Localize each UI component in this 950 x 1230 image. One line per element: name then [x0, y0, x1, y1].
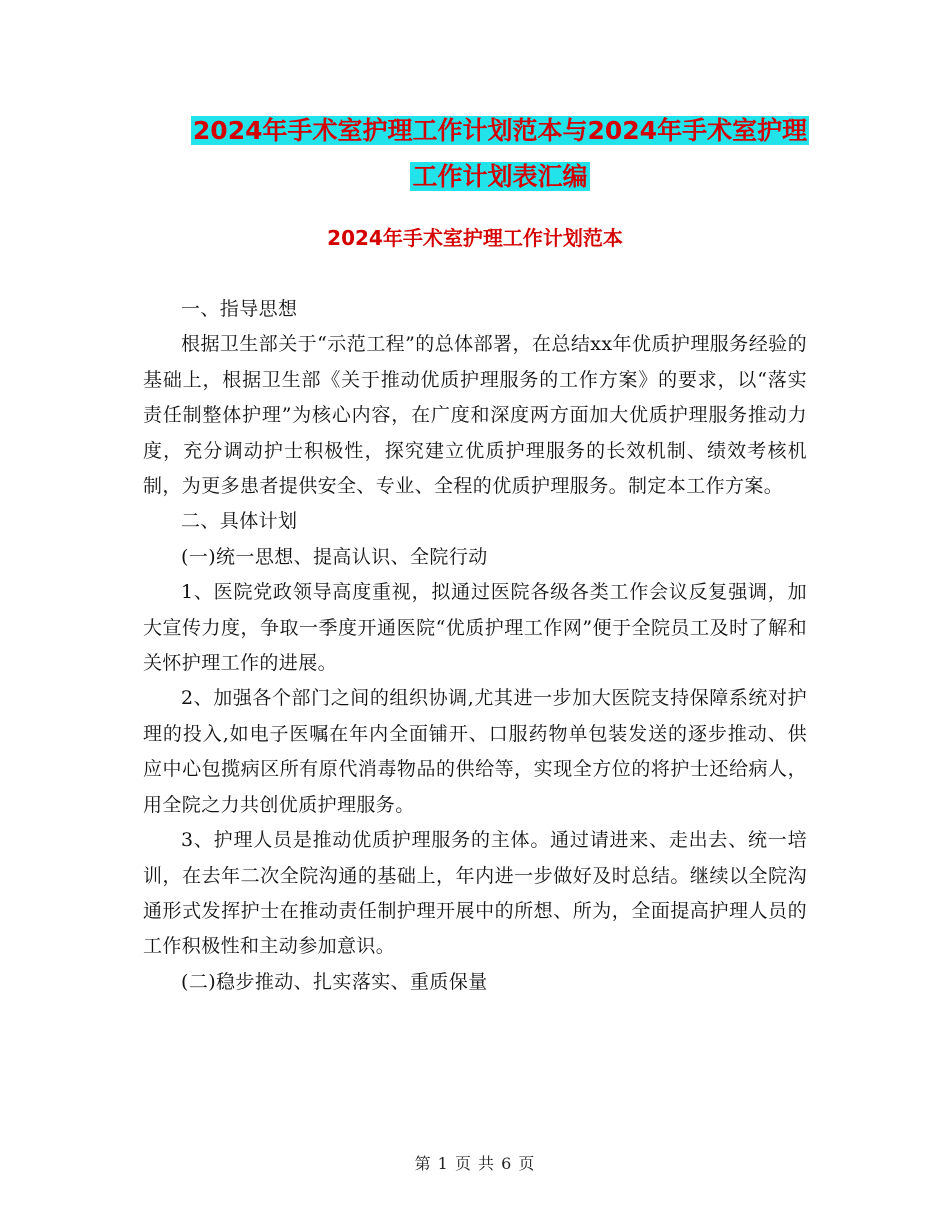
paragraph-item-3: 3、护理人员是推动优质护理服务的主体。通过请进来、走出去、统一培训，在去年二次全院沟通的基础上，年内进一步做好及时总结。继续以全院沟通形式发挥护士在推动责任制护理开展中的所想、所为，全面提高护理人员的工作积极性和主动参加意识。	[143, 829, 807, 958]
page-number-footer: 第 1 页 共 6 页	[414, 1154, 536, 1173]
subheading-steady-progress: (二)稳步推动、扎实落实、重质保量	[181, 970, 488, 993]
document-title-line-1: 2024年手术室护理工作计划范本与2024年手术室护理	[192, 116, 808, 145]
paragraph-guiding-ideology: 根据卫生部关于“示范工程”的总体部署，在总结xx年优质护理服务经验的基础上，根据卫生部《关于推动优质护理服务的工作方案》的要求，以“落实责任制整体护理”为核心内容，在广度和深度两方面加大优质护理服务推动力度，充分调动护士积极性，探究建立优质护理服务的长效机制、绩效考核机制，为更多患者提供安全、专业、全程的优质护理服务。制定本工作方案。	[143, 333, 807, 498]
heading-guiding-ideology: 一、指导思想	[181, 298, 298, 320]
document-title-line-2: 工作计划表汇编	[412, 162, 588, 191]
section-title: 2024年手术室护理工作计划范本	[327, 226, 623, 250]
paragraph-item-2: 2、加强各个部门之间的组织协调,尤其进一步加大医院支持保障系统对护理的投入,如电子医嘱在年内全面铺开、口服药物单包装发送的逐步推动、供应中心包揽病区所有原代消毒物品的供给等，实现全方位的将护士还给病人，用全院之力共创优质护理服务。	[143, 687, 807, 816]
subheading-unify-thinking: (一)统一思想、提高认识、全院行动	[181, 545, 488, 568]
heading-specific-plan: 二、具体计划	[181, 510, 298, 533]
document-title	[140, 108, 860, 200]
document-body	[143, 292, 807, 1000]
paragraph-item-1: 1、医院党政领导高度重视，拟通过医院各级各类工作会议反复强调，加大宣传力度，争取一季度开通医院“优质护理工作网”便于全院员工及时了解和关怀护理工作的进展。	[143, 581, 807, 675]
